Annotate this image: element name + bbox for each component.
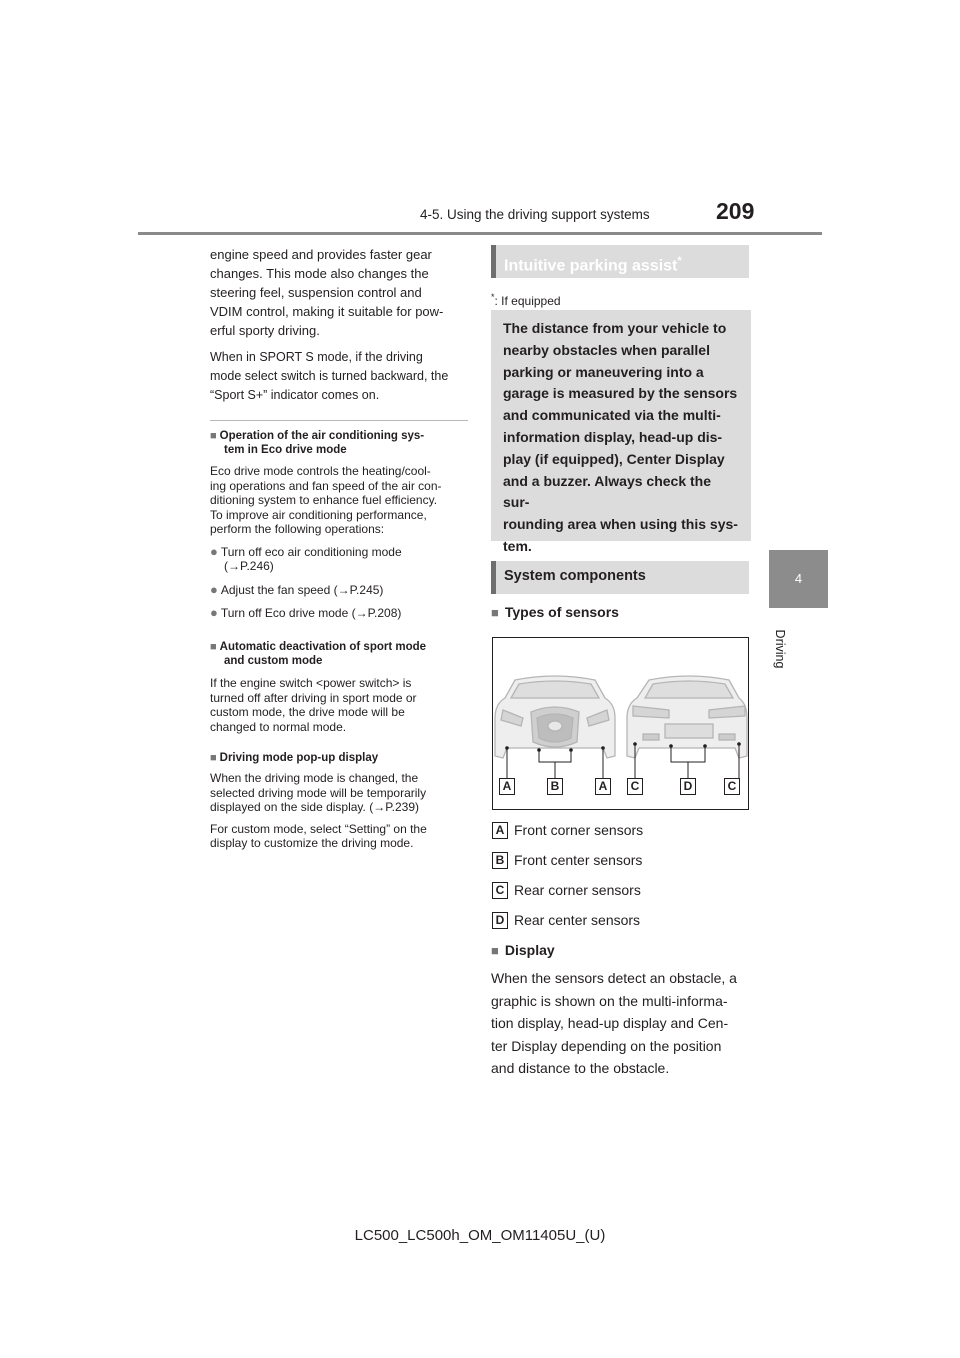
header-rule (138, 232, 822, 235)
text-line[interactable]: displayed on the side display. (→P.239) (210, 800, 420, 814)
text-line: play (if equipped), Center Display (503, 450, 725, 467)
text-line: parking or maneuvering into a (503, 363, 704, 380)
auto-deactivation-section (210, 640, 470, 734)
text-line: perform the following operations: (210, 522, 385, 536)
intro-info-box (491, 310, 751, 554)
car-sensor-illustration (493, 638, 748, 809)
ac-eco-section (210, 429, 470, 621)
legend-key: D (492, 912, 508, 929)
text-line: engine speed and provides faster gear (210, 247, 432, 262)
square-bullet-icon: ■ (210, 752, 217, 764)
text-line: ing operations and fan speed of the air con- (210, 478, 442, 493)
popup-display-section (210, 751, 470, 851)
text-line: steering feel, suspension control and (210, 285, 422, 300)
text-line: erful sporty driving. (210, 323, 320, 338)
rear-car-icon (627, 676, 747, 758)
bullet-item: ● Adjust the fan speed (→P.245) (210, 581, 384, 597)
text-line: display to customize the driving mode. (210, 836, 414, 850)
text-line: When in SPORT S mode, if the driving (210, 350, 423, 364)
text-line: selected driving mode will be temporarily (210, 785, 427, 800)
chapter-name: Driving (773, 629, 787, 669)
text-line: ditioning system to enhance fuel efficiency. (210, 493, 438, 507)
display-heading: ■ Display (491, 942, 555, 958)
text-line: nearby obstacles when parallel (503, 341, 710, 358)
page-number: 209 (716, 198, 755, 224)
figure-label-b: B (547, 778, 563, 795)
text-line: Eco drive mode controls the heating/cool- (210, 464, 431, 478)
circle-bullet-icon: ● (210, 581, 218, 597)
text-line: The distance from your vehicle to (503, 320, 727, 336)
legend-text: Rear center sensors (514, 912, 641, 928)
figure-label-d: D (680, 778, 696, 795)
text-line: and communicated via the multi- (503, 407, 721, 424)
square-bullet-icon: ■ (210, 641, 217, 653)
section-title: 4-5. Using the driving support systems (420, 207, 650, 222)
legend-text: Rear corner sensors (514, 882, 641, 898)
chapter-tab[interactable]: 4 (769, 550, 828, 608)
document-code: LC500_LC500h_OM_OM11405U_(U) (354, 1227, 606, 1244)
text-line: When the sensors detect an obstacle, a (491, 970, 737, 986)
sensor-figure (492, 637, 749, 810)
text-line: To improve air conditioning performance, (210, 507, 427, 522)
text-line: information display, head-up dis- (503, 428, 723, 445)
text-line: tem. (503, 537, 532, 554)
text-line: mode select switch is turned backward, the (210, 369, 449, 383)
figure-label-c: C (724, 778, 740, 795)
text-line: turned off after driving in sport mode or (210, 690, 417, 705)
legend-item (492, 882, 752, 912)
section-heading-system-components: System components (491, 561, 749, 594)
text-line: “Sport S+” indicator comes on. (210, 388, 380, 402)
figure-label-a: A (595, 778, 611, 795)
subheading: ■ Operation of the air conditioning sys- (210, 430, 425, 442)
text-line: ter Display depending on the position (491, 1037, 722, 1054)
text-line: rounding area when using this sys- (503, 516, 738, 533)
text-line: and distance to the obstacle. (491, 1060, 670, 1076)
circle-bullet-icon: ● (210, 605, 218, 620)
legend-item (492, 822, 752, 852)
bullet-item: ● Turn off Eco drive mode (→P.208) (210, 605, 402, 620)
square-bullet-icon: ■ (491, 943, 499, 958)
legend-text: Front center sensors (514, 852, 643, 868)
text-line: If the engine switch <power switch> is (210, 676, 412, 690)
square-bullet-icon: ■ (210, 430, 217, 442)
types-heading: ■ Types of sensors (491, 604, 619, 620)
leader-lines (507, 744, 739, 778)
text-line: changes. This mode also changes the (210, 266, 429, 281)
legend-item (492, 852, 752, 882)
legend-key: C (492, 882, 508, 899)
figure-label-c: C (627, 778, 643, 795)
subheading: ■ Driving mode pop-up display (210, 752, 379, 764)
text-line: When the driving mode is changed, the (210, 771, 419, 785)
figure-label-a: A (499, 778, 515, 795)
legend-item (492, 912, 752, 942)
text-line: For custom mode, select “Setting” on the (210, 821, 427, 836)
subheading: ■ Automatic deactivation of sport mode (210, 641, 427, 653)
chapter-name-vertical (768, 622, 808, 682)
text-line: graphic is shown on the multi-informa- (491, 992, 728, 1009)
display-paragraph (491, 967, 753, 1080)
text-line: garage is measured by the sensors (503, 385, 738, 402)
sport-s-paragraph (210, 348, 470, 405)
square-bullet-icon: ■ (491, 605, 499, 620)
text-line: and a buzzer. Always check the sur- (503, 472, 712, 511)
bullet-item-cont[interactable]: (→P.246) (224, 559, 274, 573)
text-line: VDIM control, making it suitable for pow- (210, 304, 444, 319)
legend-key: A (492, 822, 508, 839)
intro-paragraph (210, 245, 470, 340)
legend-text: Front corner sensors (514, 822, 644, 838)
section-heading-parking-assist: Intuitive parking assist* (491, 245, 749, 278)
subheading-cont: and custom mode (224, 655, 323, 667)
bullet-item: ● Turn off eco air conditioning mode (210, 543, 402, 559)
text-line: custom mode, the drive mode will be (210, 705, 405, 719)
subheading-cont: tem in Eco drive mode (224, 444, 347, 456)
sensor-legend (492, 822, 752, 942)
divider (210, 420, 468, 421)
circle-bullet-icon: ● (210, 543, 218, 559)
front-car-icon (495, 676, 615, 758)
legend-key: B (492, 852, 508, 869)
text-line: changed to normal mode. (210, 719, 347, 734)
footnote: *: If equipped (491, 292, 561, 308)
text-line: tion display, head-up display and Cen- (491, 1015, 729, 1031)
